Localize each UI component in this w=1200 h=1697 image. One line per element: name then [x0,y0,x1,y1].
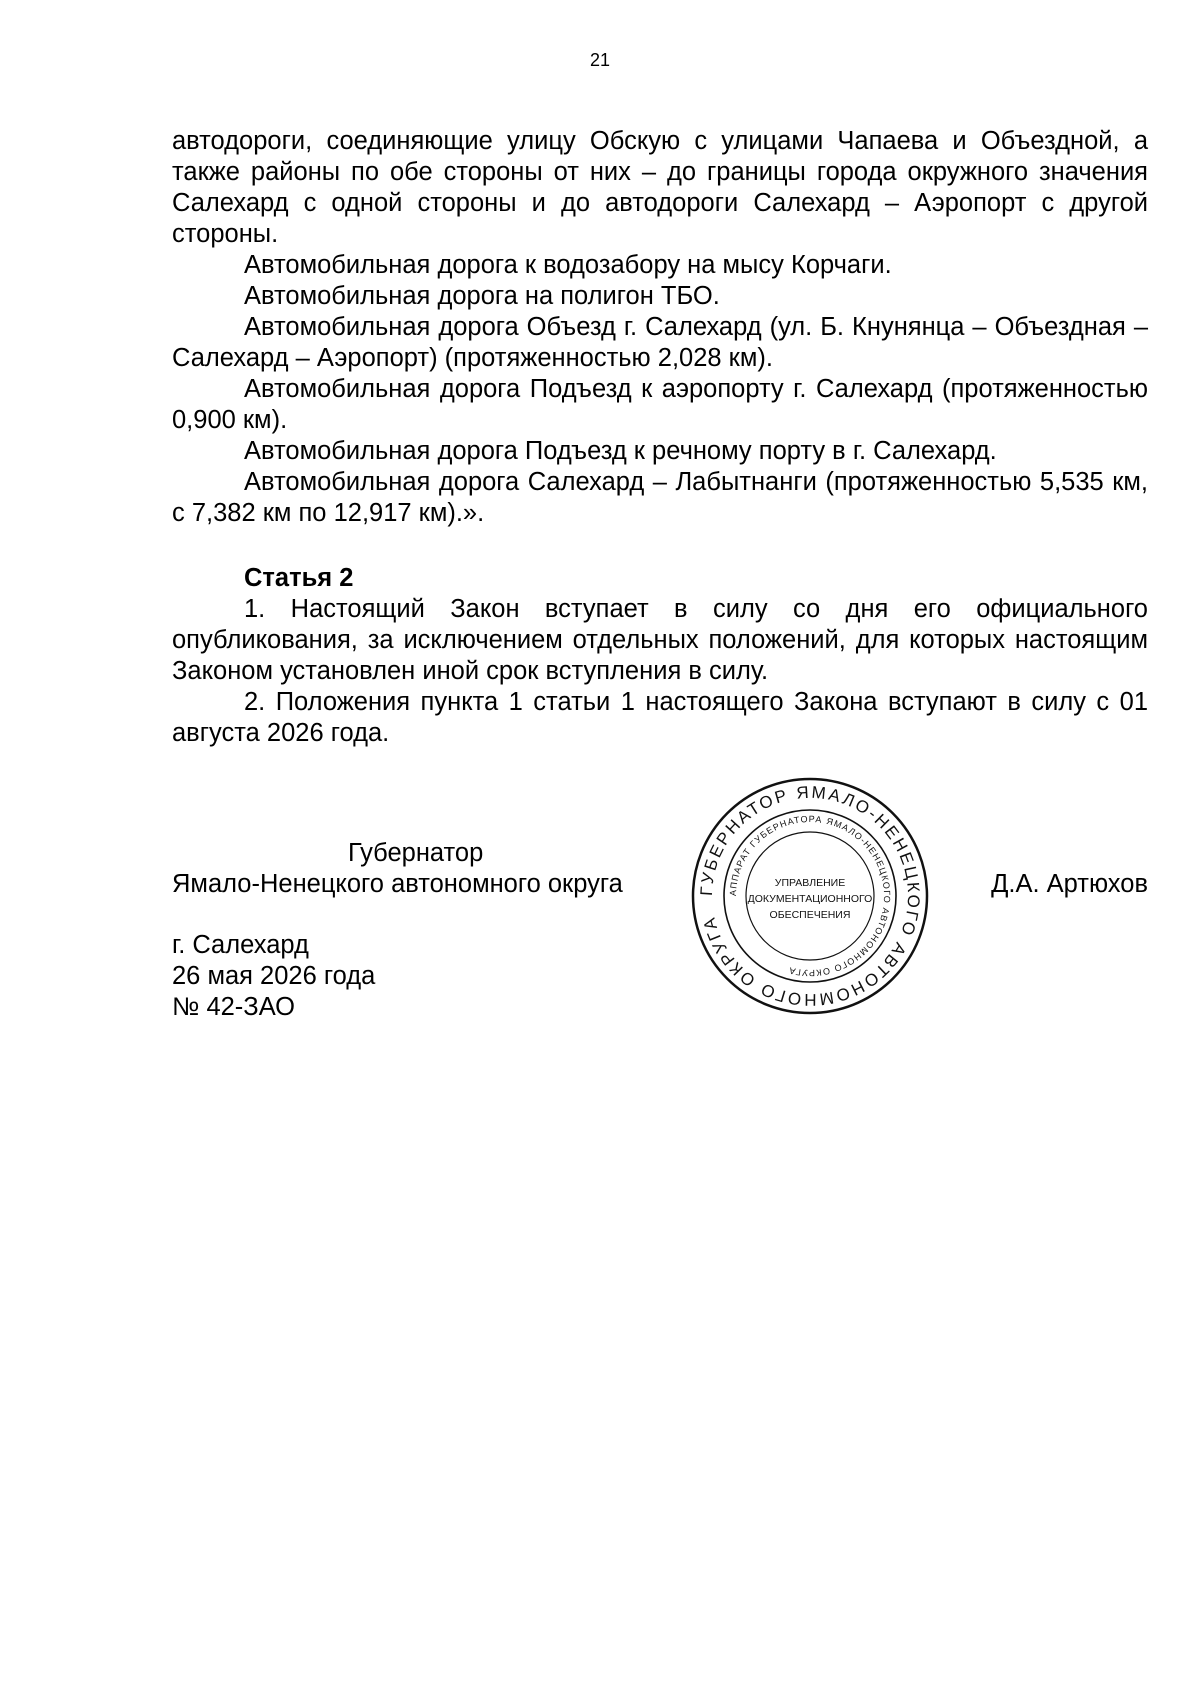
paragraph: Автомобильная дорога к водозабору на мысу Корчаги. [244,251,892,279]
stamp-inner-text: АППАРАТ ГУБЕРНАТОРА ЯМАЛО-НЕНЕЦКОГО АВТОНОМНОГО ОКРУГА [727,813,893,979]
stamp-outer-text: ГУБЕРНАТОР ЯМАЛО-НЕНЕЦКОГО АВТОНОМНОГО ОКРУГА [696,782,924,1010]
article-paragraph: 2. Положения пункта 1 статьи 1 настоящего Закона вступают в силу с 01 августа 2026 года. [172,688,1148,747]
document-body [172,126,1148,749]
document-date: 26 мая 2026 года [172,962,376,990]
article-title: Статья 2 [244,564,354,592]
stamp-center-line: УПРАВЛЕНИЕ [774,877,846,889]
paragraph: автодороги, соединяющие улицу Обскую с улицами Чапаева и Объездной, а также районы по обе стороны от них – до границы города окружного значения Салехард с одной стороны и до автодороги Салехард – Аэропорт с другой стороны. [172,127,1148,248]
document-details [172,930,375,1023]
stamp-center-line: ОБЕСПЕЧЕНИЯ [769,909,851,921]
signatory-region: Ямало-Ненецкого автономного округа [172,870,623,898]
paragraph: Автомобильная дорога на полигон ТБО. [244,282,720,310]
document-number: № 42-ЗАО [172,993,295,1021]
paragraph: Автомобильная дорога Салехард – Лабытнанги (протяженностью 5,535 км, с 7,382 км по 12,917 км).». [172,468,1148,527]
stamp-center-line: ДОКУМЕНТАЦИОННОГО [747,893,873,905]
signatory-name: Д.А. Артюхов [991,870,1148,898]
place-city: г. Салехард [172,931,309,959]
signatory-title: Губернатор [348,839,484,867]
page-number: 21 [589,50,611,70]
paragraph: Автомобильная дорога Объезд г. Салехард (ул. Б. Кнунянца – Объездная – Салехард – Аэропорт) (протяженностью 2,028 км). [172,313,1148,372]
paragraph: Автомобильная дорога Подъезд к речному порту в г. Салехард. [244,437,997,465]
official-stamp [690,776,930,1016]
paragraph: Автомобильная дорога Подъезд к аэропорту г. Салехард (протяженностью 0,900 км). [172,375,1148,434]
article-paragraph: 1. Настоящий Закон вступает в силу со дня его официального опубликования, за исключением отдельных положений, для которых настоящим Законом установлен иной срок вступления в силу. [172,595,1148,685]
